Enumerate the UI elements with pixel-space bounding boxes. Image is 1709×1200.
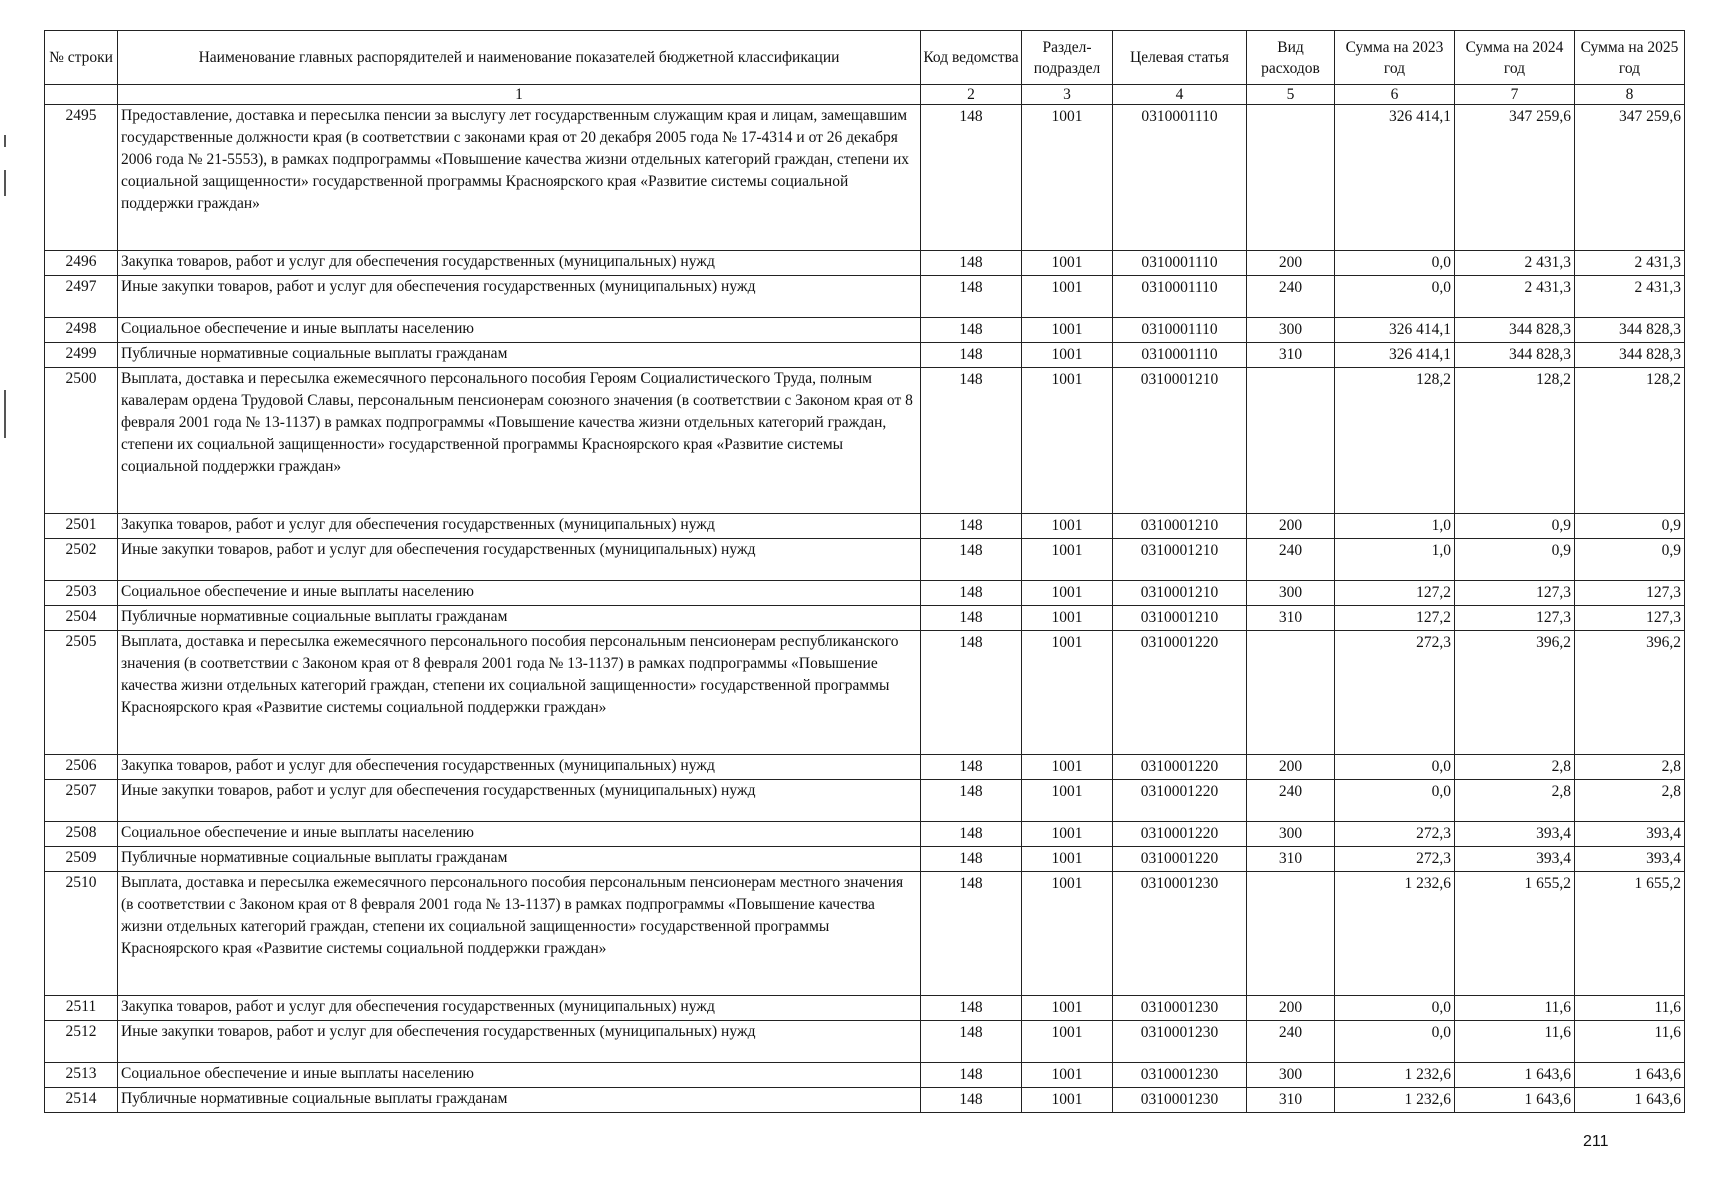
row-name: Публичные нормативные социальные выплаты гражданам (118, 606, 921, 631)
expense-kind (1247, 631, 1335, 755)
sum-2024: 0,9 (1455, 539, 1575, 581)
dept-code: 148 (921, 1021, 1022, 1063)
row-name: Выплата, доставка и пересылка ежемесячного персонального пособия Героям Социалистического Труда, полным кавалерам ордена Трудовой Славы, персональным пенсионерам союзного значения (в соответствии с Законом края от 8 февраля 2001 года № 13-1137) в рамках подпрограммы «Повышение качества жизни отдельных категорий граждан, степени их социальной защищенности» государственной программы Красноярского края «Развитие системы социальной поддержки граждан» (118, 368, 921, 514)
table-row (45, 1063, 1685, 1088)
expense-kind: 240 (1247, 276, 1335, 318)
expense-kind: 300 (1247, 822, 1335, 847)
row-name: Закупка товаров, работ и услуг для обеспечения государственных (муниципальных) нужд (118, 996, 921, 1021)
section-code: 1001 (1022, 822, 1113, 847)
expense-kind (1247, 368, 1335, 514)
table-row (45, 631, 1685, 755)
sum-2025: 127,3 (1575, 581, 1685, 606)
sum-2025: 1 643,6 (1575, 1088, 1685, 1113)
table-row (45, 847, 1685, 872)
row-number: 2506 (45, 755, 118, 780)
row-name: Публичные нормативные социальные выплаты гражданам (118, 847, 921, 872)
sum-2025: 347 259,6 (1575, 105, 1685, 251)
sum-2024: 344 828,3 (1455, 318, 1575, 343)
target-article: 0310001230 (1113, 872, 1247, 996)
target-article: 0310001230 (1113, 1063, 1247, 1088)
table-row (45, 368, 1685, 514)
sum-2025: 396,2 (1575, 631, 1685, 755)
row-number: 2501 (45, 514, 118, 539)
table-row (45, 755, 1685, 780)
sum-2025: 1 655,2 (1575, 872, 1685, 996)
dept-code: 148 (921, 606, 1022, 631)
sum-2024: 128,2 (1455, 368, 1575, 514)
row-number: 2496 (45, 251, 118, 276)
dept-code: 148 (921, 539, 1022, 581)
sum-2025: 127,3 (1575, 606, 1685, 631)
sum-2024: 0,9 (1455, 514, 1575, 539)
page-number: 211 (1583, 1133, 1609, 1150)
row-name: Закупка товаров, работ и услуг для обеспечения государственных (муниципальных) нужд (118, 755, 921, 780)
sum-2023: 272,3 (1335, 847, 1455, 872)
sum-2024: 2 431,3 (1455, 251, 1575, 276)
dept-code: 148 (921, 318, 1022, 343)
expense-kind: 310 (1247, 343, 1335, 368)
column-number: 7 (1455, 85, 1575, 105)
expense-kind: 200 (1247, 514, 1335, 539)
section-code: 1001 (1022, 847, 1113, 872)
row-number: 2498 (45, 318, 118, 343)
dept-code: 148 (921, 343, 1022, 368)
sum-2023: 272,3 (1335, 822, 1455, 847)
target-article: 0310001210 (1113, 539, 1247, 581)
row-name: Публичные нормативные социальные выплаты гражданам (118, 343, 921, 368)
row-name: Выплата, доставка и пересылка ежемесячного персонального пособия персональным пенсионерам республиканского значения (в соответствии с Законом края от 8 февраля 2001 года № 13-1137) в рамках подпрограммы «Повышение качества жизни отдельных категорий граждан, степени их социальной защищенности» государственной программы Красноярского края «Развитие системы социальной поддержки граждан» (118, 631, 921, 755)
dept-code: 148 (921, 581, 1022, 606)
row-name: Выплата, доставка и пересылка ежемесячного персонального пособия персональным пенсионерам местного значения (в соответствии с Законом края от 8 февраля 2001 года № 13-1137) в рамках подпрограммы «Повышение качества жизни отдельных категорий граждан, степени их социальной защищенности» государственной программы Красноярского края «Развитие системы социальной поддержки граждан» (118, 872, 921, 996)
expense-kind: 300 (1247, 318, 1335, 343)
column-number: 6 (1335, 85, 1455, 105)
row-number: 2510 (45, 872, 118, 996)
target-article: 0310001220 (1113, 631, 1247, 755)
table-row (45, 606, 1685, 631)
sum-2023: 326 414,1 (1335, 105, 1455, 251)
expense-kind: 300 (1247, 581, 1335, 606)
target-article: 0310001220 (1113, 780, 1247, 822)
sum-2025: 393,4 (1575, 822, 1685, 847)
target-article: 0310001110 (1113, 343, 1247, 368)
header-sum-2023: Сумма на 2023 год (1335, 31, 1455, 85)
sum-2023: 1 232,6 (1335, 1088, 1455, 1113)
section-code: 1001 (1022, 755, 1113, 780)
sum-2024: 11,6 (1455, 996, 1575, 1021)
dept-code: 148 (921, 251, 1022, 276)
table-header-row (45, 31, 1685, 85)
dept-code: 148 (921, 996, 1022, 1021)
header-section: Раздел-подраздел (1022, 31, 1113, 85)
target-article: 0310001210 (1113, 514, 1247, 539)
target-article: 0310001210 (1113, 606, 1247, 631)
sum-2024: 2,8 (1455, 755, 1575, 780)
column-number: 3 (1022, 85, 1113, 105)
sum-2023: 0,0 (1335, 251, 1455, 276)
sum-2024: 1 643,6 (1455, 1088, 1575, 1113)
dept-code: 148 (921, 822, 1022, 847)
row-number: 2514 (45, 1088, 118, 1113)
sum-2025: 0,9 (1575, 514, 1685, 539)
dept-code: 148 (921, 1088, 1022, 1113)
section-code: 1001 (1022, 368, 1113, 514)
dept-code: 148 (921, 847, 1022, 872)
sum-2024: 396,2 (1455, 631, 1575, 755)
section-code: 1001 (1022, 1088, 1113, 1113)
expense-kind: 200 (1247, 996, 1335, 1021)
sum-2025: 0,9 (1575, 539, 1685, 581)
sum-2025: 11,6 (1575, 996, 1685, 1021)
table-row (45, 539, 1685, 581)
row-number: 2503 (45, 581, 118, 606)
table-row (45, 251, 1685, 276)
row-name: Иные закупки товаров, работ и услуг для обеспечения государственных (муниципальных) нужд (118, 780, 921, 822)
row-number: 2495 (45, 105, 118, 251)
row-number: 2500 (45, 368, 118, 514)
sum-2025: 344 828,3 (1575, 318, 1685, 343)
sum-2024: 1 655,2 (1455, 872, 1575, 996)
sum-2025: 2 431,3 (1575, 251, 1685, 276)
sum-2025: 1 643,6 (1575, 1063, 1685, 1088)
sum-2025: 128,2 (1575, 368, 1685, 514)
dept-code: 148 (921, 105, 1022, 251)
row-number: 2499 (45, 343, 118, 368)
target-article: 0310001220 (1113, 755, 1247, 780)
dept-code: 148 (921, 755, 1022, 780)
row-number: 2502 (45, 539, 118, 581)
column-number: 2 (921, 85, 1022, 105)
expense-kind: 240 (1247, 780, 1335, 822)
row-number: 2513 (45, 1063, 118, 1088)
header-sum-2024: Сумма на 2024 год (1455, 31, 1575, 85)
sum-2023: 1 232,6 (1335, 872, 1455, 996)
row-name: Закупка товаров, работ и услуг для обеспечения государственных (муниципальных) нужд (118, 251, 921, 276)
table-row (45, 822, 1685, 847)
expense-kind: 200 (1247, 755, 1335, 780)
table-row (45, 514, 1685, 539)
row-name: Социальное обеспечение и иные выплаты населению (118, 1063, 921, 1088)
sum-2023: 272,3 (1335, 631, 1455, 755)
sum-2023: 127,2 (1335, 581, 1455, 606)
section-code: 1001 (1022, 318, 1113, 343)
column-number: 1 (118, 85, 921, 105)
target-article: 0310001230 (1113, 1021, 1247, 1063)
sum-2023: 127,2 (1335, 606, 1455, 631)
budget-table (44, 30, 1685, 1113)
target-article: 0310001220 (1113, 822, 1247, 847)
column-number: 5 (1247, 85, 1335, 105)
sum-2023: 326 414,1 (1335, 318, 1455, 343)
scan-edge-mark (4, 135, 6, 147)
row-number: 2508 (45, 822, 118, 847)
sum-2024: 1 643,6 (1455, 1063, 1575, 1088)
sum-2024: 347 259,6 (1455, 105, 1575, 251)
section-code: 1001 (1022, 581, 1113, 606)
dept-code: 148 (921, 1063, 1022, 1088)
scan-edge-mark (4, 170, 6, 196)
header-dept-code: Код ведомства (921, 31, 1022, 85)
table-row (45, 276, 1685, 318)
expense-kind: 240 (1247, 539, 1335, 581)
column-number (45, 85, 118, 105)
row-number: 2505 (45, 631, 118, 755)
row-name: Иные закупки товаров, работ и услуг для обеспечения государственных (муниципальных) нужд (118, 1021, 921, 1063)
column-number: 8 (1575, 85, 1685, 105)
target-article: 0310001110 (1113, 318, 1247, 343)
scan-edge-mark (4, 390, 6, 438)
table-row (45, 996, 1685, 1021)
sum-2024: 11,6 (1455, 1021, 1575, 1063)
sum-2025: 2,8 (1575, 755, 1685, 780)
dept-code: 148 (921, 872, 1022, 996)
header-sum-2025: Сумма на 2025 год (1575, 31, 1685, 85)
row-name: Иные закупки товаров, работ и услуг для обеспечения государственных (муниципальных) нужд (118, 276, 921, 318)
target-article: 0310001110 (1113, 276, 1247, 318)
table-body (45, 105, 1685, 1113)
sum-2025: 393,4 (1575, 847, 1685, 872)
section-code: 1001 (1022, 251, 1113, 276)
sum-2023: 0,0 (1335, 276, 1455, 318)
section-code: 1001 (1022, 1021, 1113, 1063)
section-code: 1001 (1022, 780, 1113, 822)
row-name: Социальное обеспечение и иные выплаты населению (118, 581, 921, 606)
header-name: Наименование главных распорядителей и наименование показателей бюджетной классификации (118, 31, 921, 85)
dept-code: 148 (921, 780, 1022, 822)
section-code: 1001 (1022, 872, 1113, 996)
target-article: 0310001110 (1113, 105, 1247, 251)
section-code: 1001 (1022, 105, 1113, 251)
table-row (45, 872, 1685, 996)
dept-code: 148 (921, 276, 1022, 318)
table-row (45, 581, 1685, 606)
row-name: Предоставление, доставка и пересылка пенсии за выслугу лет государственным служащим края и лицам, замещавшим государственные должности края (в соответствии с законами края от 20 декабря 2005 года № 17-4314 и от 26 декабря 2006 года № 21-5553), в рамках подпрограммы «Повышение качества жизни отдельных категорий граждан, степени их социальной защищенности» государственной программы Красноярского края «Развитие системы социальной поддержки граждан» (118, 105, 921, 251)
row-name: Социальное обеспечение и иные выплаты населению (118, 318, 921, 343)
expense-kind (1247, 872, 1335, 996)
row-name: Закупка товаров, работ и услуг для обеспечения государственных (муниципальных) нужд (118, 514, 921, 539)
sum-2023: 0,0 (1335, 755, 1455, 780)
column-number-row (45, 85, 1685, 105)
table-row (45, 318, 1685, 343)
row-number: 2504 (45, 606, 118, 631)
sum-2025: 2 431,3 (1575, 276, 1685, 318)
budget-table-sheet (44, 30, 1684, 1113)
section-code: 1001 (1022, 514, 1113, 539)
sum-2023: 0,0 (1335, 780, 1455, 822)
section-code: 1001 (1022, 276, 1113, 318)
target-article: 0310001230 (1113, 996, 1247, 1021)
sum-2024: 344 828,3 (1455, 343, 1575, 368)
row-number: 2509 (45, 847, 118, 872)
expense-kind: 240 (1247, 1021, 1335, 1063)
section-code: 1001 (1022, 631, 1113, 755)
section-code: 1001 (1022, 996, 1113, 1021)
expense-kind: 300 (1247, 1063, 1335, 1088)
sum-2025: 11,6 (1575, 1021, 1685, 1063)
section-code: 1001 (1022, 539, 1113, 581)
table-row (45, 1021, 1685, 1063)
expense-kind: 310 (1247, 606, 1335, 631)
table-row (45, 343, 1685, 368)
dept-code: 148 (921, 631, 1022, 755)
row-number: 2497 (45, 276, 118, 318)
header-row-no: № строки (45, 31, 118, 85)
table-row (45, 1088, 1685, 1113)
expense-kind: 200 (1247, 251, 1335, 276)
target-article: 0310001230 (1113, 1088, 1247, 1113)
section-code: 1001 (1022, 1063, 1113, 1088)
sum-2023: 326 414,1 (1335, 343, 1455, 368)
target-article: 0310001220 (1113, 847, 1247, 872)
expense-kind (1247, 105, 1335, 251)
table-row (45, 780, 1685, 822)
column-number: 4 (1113, 85, 1247, 105)
sum-2023: 0,0 (1335, 996, 1455, 1021)
sum-2023: 1 232,6 (1335, 1063, 1455, 1088)
target-article: 0310001210 (1113, 368, 1247, 514)
sum-2024: 127,3 (1455, 606, 1575, 631)
sum-2024: 2,8 (1455, 780, 1575, 822)
header-target: Целевая статья (1113, 31, 1247, 85)
sum-2023: 1,0 (1335, 514, 1455, 539)
row-number: 2507 (45, 780, 118, 822)
target-article: 0310001210 (1113, 581, 1247, 606)
sum-2023: 1,0 (1335, 539, 1455, 581)
row-name: Социальное обеспечение и иные выплаты населению (118, 822, 921, 847)
target-article: 0310001110 (1113, 251, 1247, 276)
section-code: 1001 (1022, 606, 1113, 631)
expense-kind: 310 (1247, 847, 1335, 872)
table-row (45, 105, 1685, 251)
sum-2024: 127,3 (1455, 581, 1575, 606)
sum-2025: 344 828,3 (1575, 343, 1685, 368)
sum-2023: 128,2 (1335, 368, 1455, 514)
header-kind: Вид расходов (1247, 31, 1335, 85)
sum-2025: 2,8 (1575, 780, 1685, 822)
dept-code: 148 (921, 368, 1022, 514)
row-number: 2512 (45, 1021, 118, 1063)
section-code: 1001 (1022, 343, 1113, 368)
sum-2023: 0,0 (1335, 1021, 1455, 1063)
expense-kind: 310 (1247, 1088, 1335, 1113)
row-name: Иные закупки товаров, работ и услуг для обеспечения государственных (муниципальных) нужд (118, 539, 921, 581)
sum-2024: 393,4 (1455, 847, 1575, 872)
row-name: Публичные нормативные социальные выплаты гражданам (118, 1088, 921, 1113)
sum-2024: 2 431,3 (1455, 276, 1575, 318)
row-number: 2511 (45, 996, 118, 1021)
dept-code: 148 (921, 514, 1022, 539)
sum-2024: 393,4 (1455, 822, 1575, 847)
